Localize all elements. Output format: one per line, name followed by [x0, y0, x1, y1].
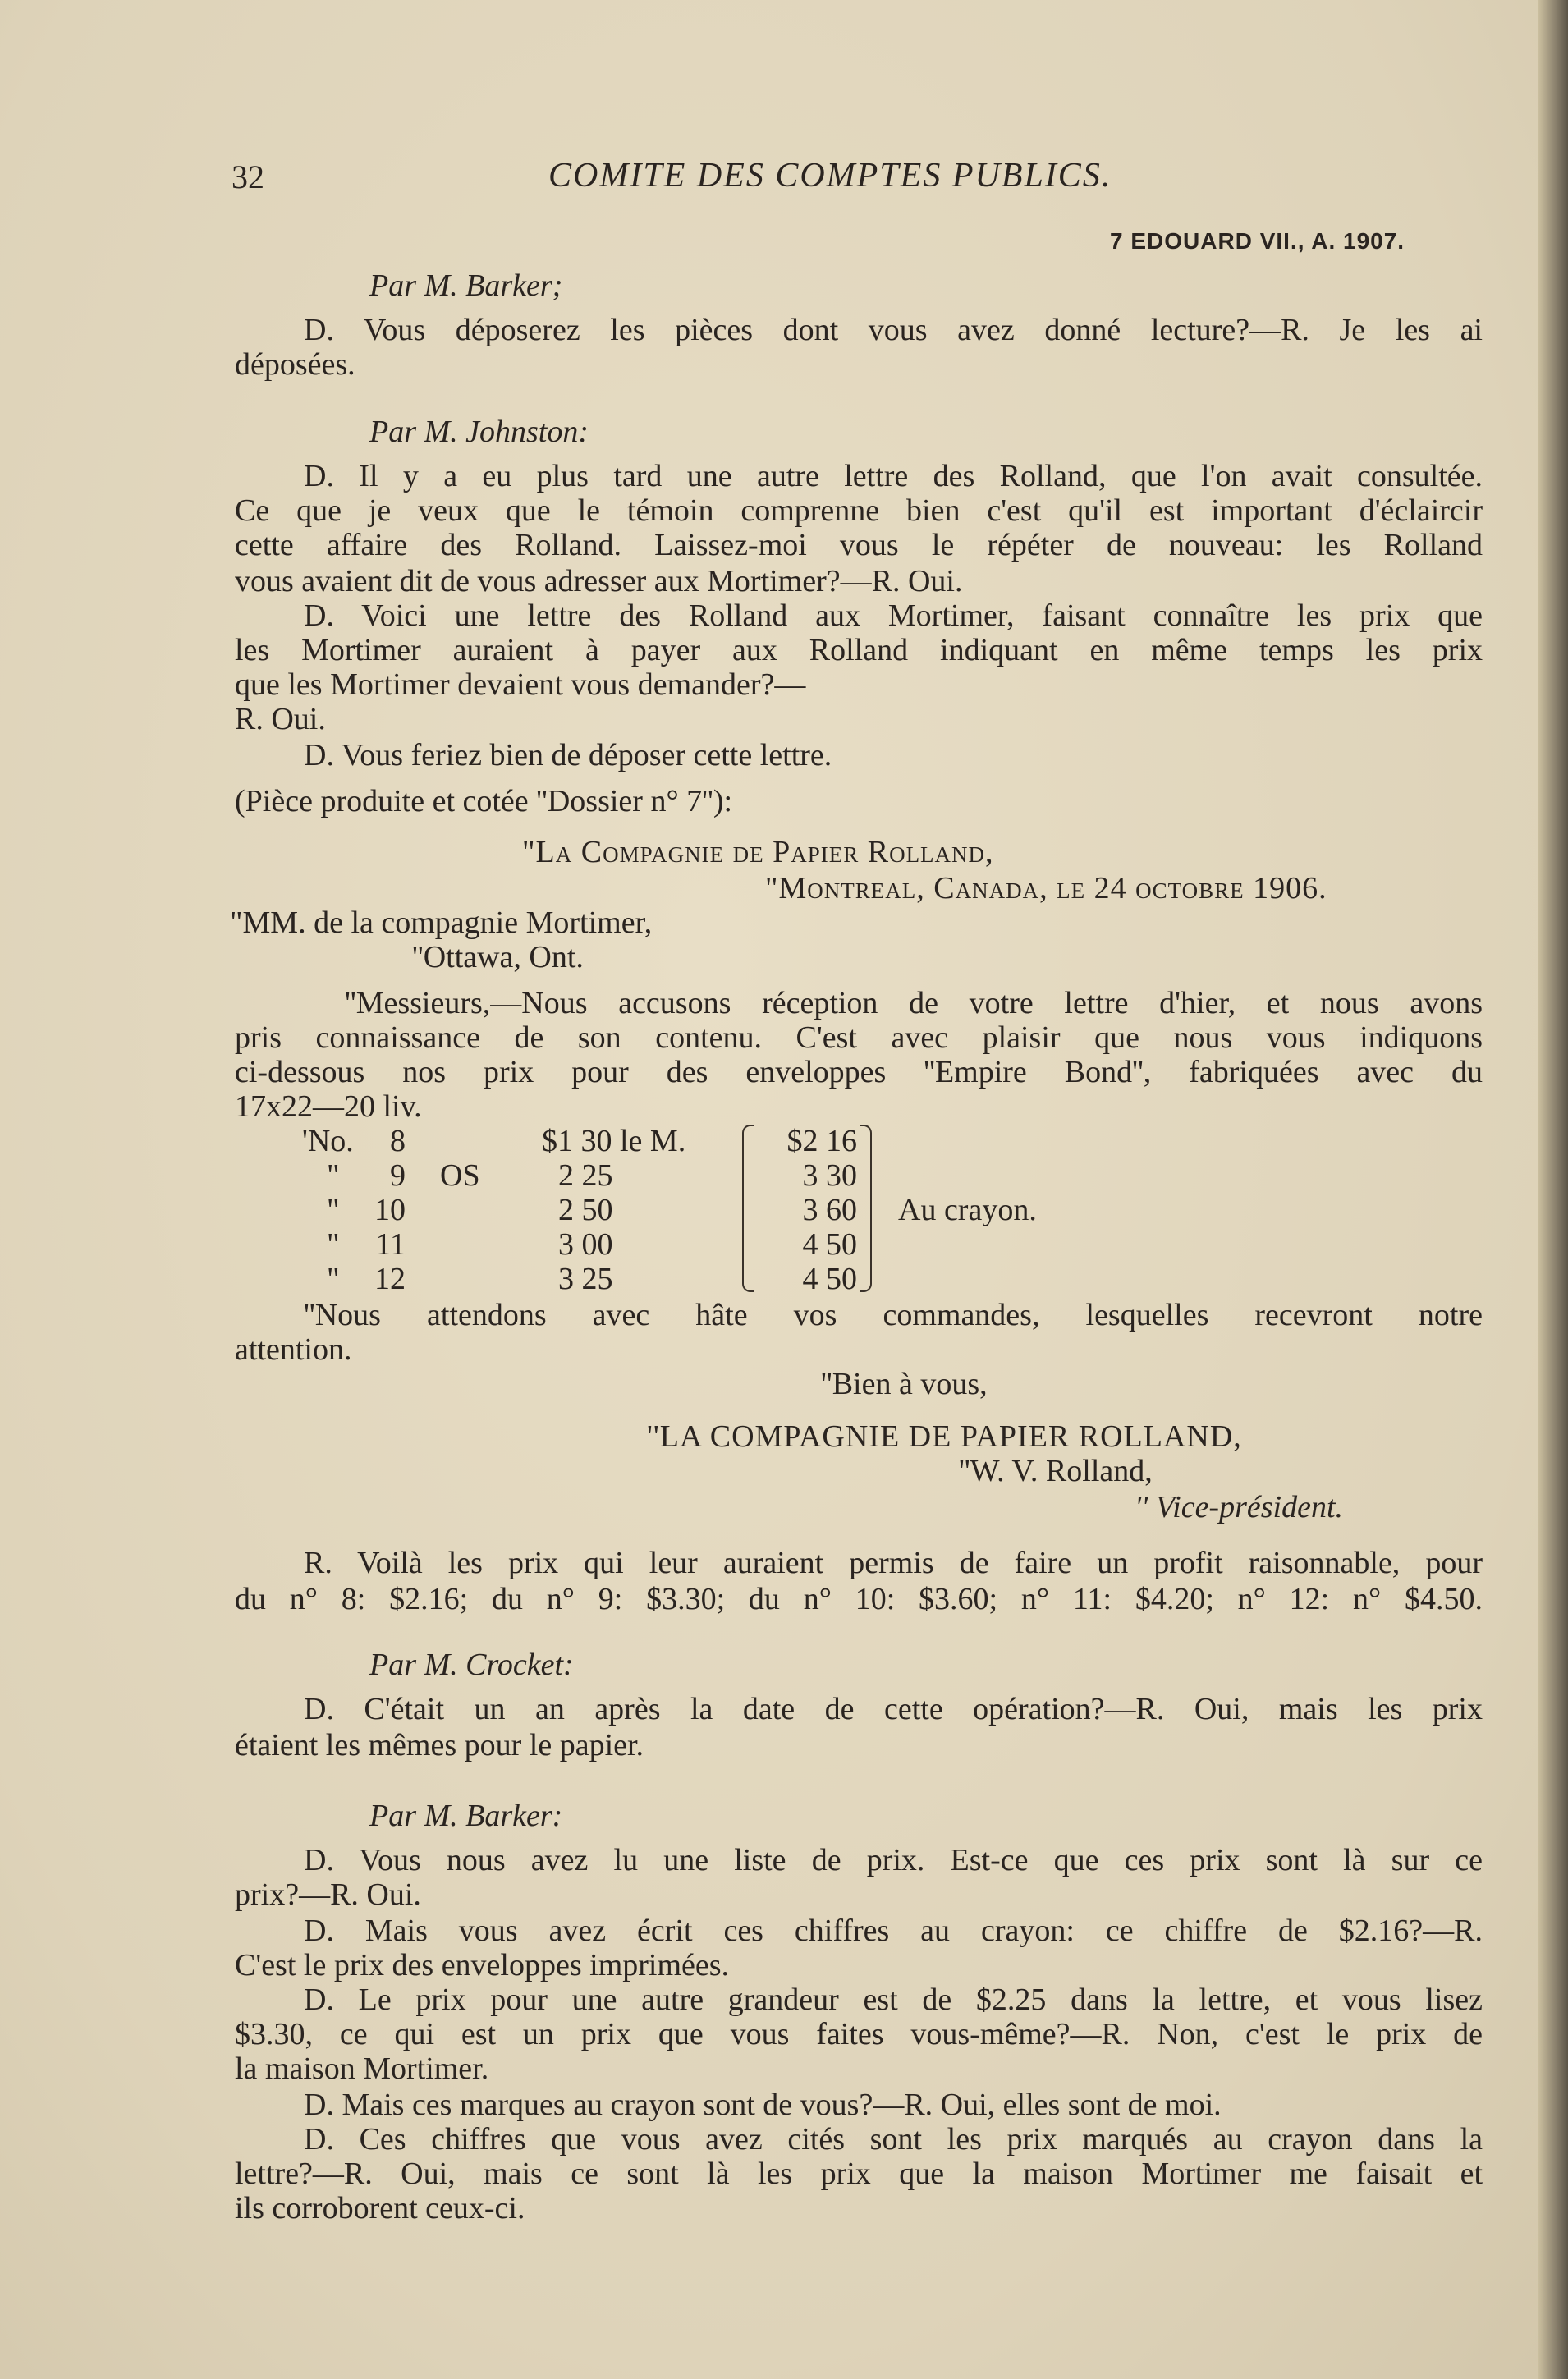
text-line: D. C'était un an après la date de cette opération?—R. Oui, mais les prix: [304, 1692, 1483, 1726]
text-line: lettre?—R. Oui, mais ce sont là les prix que la maison Mortimer me faisait et: [235, 2157, 1483, 2191]
text-line: ''Messieurs,—Nous accusons réception de votre lettre d'hier, et nous avons: [345, 986, 1483, 1020]
price-row-crayon: $2 16: [786, 1124, 857, 1158]
text-line: vous avaient dit de vous adresser aux Mortimer?—R. Oui.: [235, 564, 963, 598]
price-row-price: 2 50: [558, 1193, 613, 1227]
price-row-crayon: 4 50: [802, 1227, 857, 1262]
text-line: les Mortimer auraient à payer aux Rolland indiquant en même temps les prix: [235, 633, 1483, 667]
text-line: déposées.: [235, 347, 355, 382]
price-row-extra: OS: [440, 1158, 480, 1193]
text-line: D. Mais ces marques au crayon sont de vous?—R. Oui, elles sont de moi.: [304, 2088, 1222, 2122]
text-line: D. Vous nous avez lu une liste de prix. Est-ce que ces prix sont là sur ce: [304, 1843, 1483, 1877]
text-line: la maison Mortimer.: [235, 2051, 489, 2086]
crayon-note: Au crayon.: [898, 1193, 1037, 1227]
price-row-number: 12: [374, 1262, 406, 1296]
price-row-crayon: 3 60: [802, 1193, 857, 1227]
text-line: pris connaissance de son contenu. C'est avec plaisir que nous vous indiquons: [235, 1020, 1483, 1055]
text-line: que les Mortimer devaient vous demander?—: [235, 667, 806, 702]
book-spine-edge: [1538, 0, 1568, 2379]
text-line: ils corroborent ceux-ci.: [235, 2191, 525, 2225]
text-line: cette affaire des Rolland. Laissez-moi vous le répéter de nouveau: les Rolland: [235, 528, 1483, 562]
speaker-heading: Par M. Barker:: [369, 1799, 563, 1833]
letter-place-date: "Montreal, Canada, le 24 octobre 1906.: [765, 871, 1327, 905]
text-line: 17x22—20 liv.: [235, 1089, 422, 1124]
text-line: D. Ces chiffres que vous avez cités sont les prix marqués au crayon dans la: [304, 2122, 1483, 2157]
price-row-number: 11: [375, 1227, 406, 1262]
price-row-number: 8: [390, 1124, 406, 1158]
text-line: C'est le prix des enveloppes imprimées.: [235, 1948, 730, 1982]
price-row-label: ": [327, 1262, 340, 1296]
price-row-price: 2 25: [558, 1158, 613, 1193]
text-line: D. Il y a eu plus tard une autre lettre des Rolland, que l'on avait consultée.: [304, 459, 1483, 493]
letter-signature-name: ''W. V. Rolland,: [959, 1454, 1153, 1488]
price-row-label: ": [327, 1227, 340, 1262]
letter-recipient: "MM. de la compagnie Mortimer,: [230, 905, 653, 940]
page-number: 32: [232, 158, 264, 195]
letter-recipient-city: ''Ottawa, Ont.: [412, 940, 584, 974]
running-title: COMITE DES COMPTES PUBLICS.: [548, 157, 1112, 195]
price-row-price: 3 00: [558, 1227, 613, 1262]
text-line: R. Oui.: [235, 702, 326, 736]
text-line: prix?—R. Oui.: [235, 1877, 421, 1912]
text-line: ''Nous attendons avec hâte vos commandes, lesquelles recevront notre: [304, 1298, 1483, 1332]
price-row-price: 3 25: [558, 1262, 613, 1296]
letter-signature-title: '' Vice-président.: [1135, 1490, 1344, 1524]
price-row-crayon: 4 50: [802, 1262, 857, 1296]
price-row-label: ": [327, 1193, 340, 1227]
text-line: Ce que je veux que le témoin comprenne bien c'est qu'il est important d'éclaircir: [235, 493, 1483, 528]
left-brace: [742, 1125, 754, 1292]
exhibit-label: (Pièce produite et cotée ''Dossier n° 7''):: [235, 784, 733, 818]
text-line: étaient les mêmes pour le papier.: [235, 1728, 644, 1762]
price-row-label: ": [327, 1158, 340, 1193]
text-line: ci-dessous nos prix pour des enveloppes ''Empire Bond'', fabriquées avec du: [235, 1055, 1483, 1089]
text-line: D. Le prix pour une autre grandeur est de $2.25 dans la lettre, et vous lisez: [304, 1982, 1483, 2017]
letter-signature-company: ''LA COMPAGNIE DE PAPIER ROLLAND,: [647, 1419, 1242, 1454]
text-line: $3.30, ce qui est un prix que vous faites vous-même?—R. Non, c'est le prix de: [235, 2017, 1483, 2051]
letter-company: "La Compagnie de Papier Rolland,: [522, 835, 994, 869]
price-row-price: $1 30 le M.: [542, 1124, 686, 1158]
speaker-heading: Par M. Johnston:: [369, 415, 589, 449]
price-row-number: 9: [390, 1158, 406, 1193]
price-row-crayon: 3 30: [802, 1158, 857, 1193]
text-line: D. Voici une lettre des Rolland aux Mortimer, faisant connaître les prix que: [304, 598, 1483, 633]
right-brace: [860, 1125, 872, 1292]
text-line: D. Mais vous avez écrit ces chiffres au crayon: ce chiffre de $2.16?—R.: [304, 1914, 1483, 1948]
letter-closing: ''Bien à vous,: [821, 1367, 988, 1401]
text-line: D. Vous déposerez les pièces dont vous avez donné lecture?—R. Je les ai: [304, 313, 1483, 347]
text-line: attention.: [235, 1332, 352, 1367]
price-row-number: 10: [374, 1193, 406, 1227]
session-subtitle: 7 EDOUARD VII., A. 1907.: [1110, 228, 1405, 254]
text-line: D. Vous feriez bien de déposer cette lettre.: [304, 738, 832, 772]
speaker-heading: Par M. Barker;: [369, 268, 563, 303]
speaker-heading: Par M. Crocket:: [369, 1648, 574, 1682]
text-line: R. Voilà les prix qui leur auraient permis de faire un profit raisonnable, pour: [304, 1546, 1483, 1580]
price-row-label: 'No.: [302, 1124, 354, 1158]
text-line: du n° 8: $2.16; du n° 9: $3.30; du n° 10: $3.60; n° 11: $4.20; n° 12: n° $4.50.: [235, 1582, 1483, 1616]
